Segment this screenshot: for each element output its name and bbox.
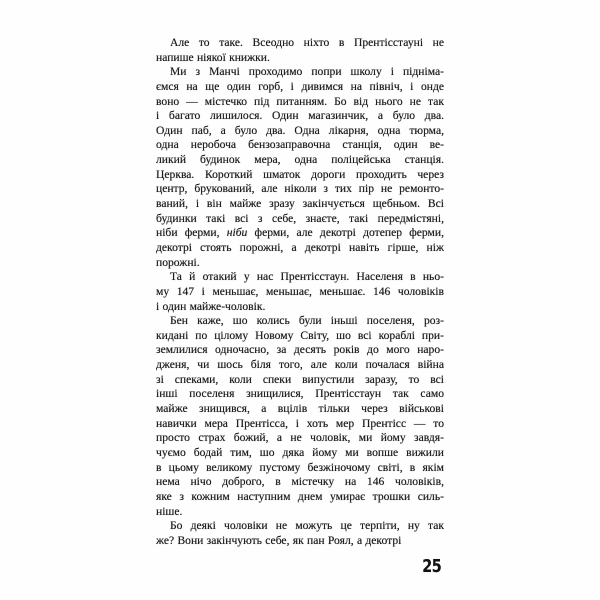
text-line: ніби ферми, ніби ферми, але декотрі дотепер ферми, [156,226,444,240]
text-line: ніше. [156,504,183,518]
text-line: Один паб, а було два. Одна лікарня, одна тюрма, [156,123,444,137]
text-line: ємся на ще один горб, і дивимся на північ, і онде [156,79,444,93]
text-line: ликий будинок мера, одна поліцейська станція. [156,153,444,167]
text-line: Бен каже, шо колись були іньші поселеня, роз- [170,314,444,328]
text-line: будинки такі всі з себе, знаєте, такі передмістяні, [156,211,444,225]
text-line: яке з кожним наступним днем умирає трошки силь- [156,489,444,503]
text-line: же? Вони закінчують себе, як пан Роял, а декотрі [156,533,402,547]
text-line: інші поселеня знищилися, Прентісстаун так само [156,387,444,401]
text-line: Але то таке. Всеодно ніхто в Прентісстауні не [170,36,444,49]
page-text [156,36,444,548]
text-line: воно — містечко під питанням. Бо від нього не так [156,94,444,108]
text-line: в цьому великому пустому безжіночому світі, в якім [156,460,444,474]
text-line: кидані по цілому Новому Світу, шо всі кораблі при- [156,328,444,342]
text-line: і багато лишилося. Один магазинчик, а було два. [156,109,444,123]
text-line: порожні. [156,255,200,269]
text-line: декотрі стоять порожні, а декотрі навіть гірше, ніж [156,240,444,254]
text-line: дженя, чи шось біля того, але коли почалася війна [156,358,444,372]
text-line: Та й отакий у нас Прентісстаун. Населеня в ньо- [170,270,444,284]
text-line: одна неробоча бензозаправочна станція, один ве- [156,138,444,152]
page-number: 25 [421,557,441,577]
text-line: Церква. Короткий шматок дороги проходить через [156,167,444,181]
text-line: ваний, і він майже зразу закінчується щебньом. Всі [156,197,444,211]
text-line: майже знищився, а вцілів тільки через військові [156,402,444,416]
text-line: центр, брукований, але ніколи з тих пір не ремонто- [156,182,444,196]
text-line: нема нічо доброго, в містечку на 146 чоловіків, [156,475,444,489]
text-line: напише ніякої книжки. [156,50,270,64]
text-line: Бо деякі чоловіки не можуть це терпіти, ну так [170,519,444,533]
text-line: Ми з Манчі проходимо попри школу і підніма- [170,65,444,79]
text-line: му 147 і меньшає, меньшає, меньшає. 146 чоловіків [156,284,444,298]
text-line: і один майже-чоловік. [156,299,266,313]
text-line: чуємо бодай тим, шо дяка йому ми вопше вижили [156,445,444,459]
text-line: землилися одночасно, за десять років до мого наро- [156,343,444,357]
text-line: зі спеками, коли спеки випустили заразу, то всі [156,372,444,386]
text-line: просто страх божий, а не чоловік, ми йому завдя- [156,431,444,445]
text-line: навички мера Прентісса, і хоть мер Прентісс — то [156,416,444,430]
